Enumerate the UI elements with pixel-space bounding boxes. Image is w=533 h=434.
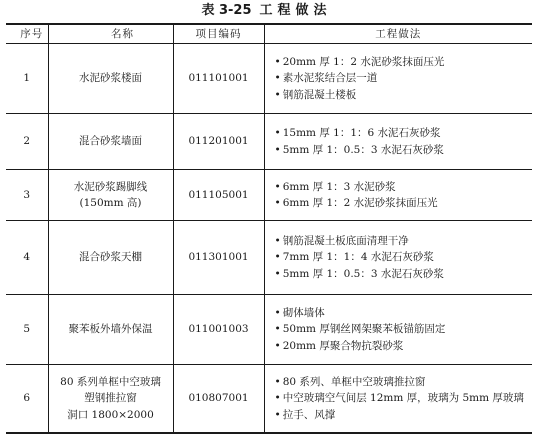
table-row [6, 365, 532, 434]
table-number: 表 3-25 [201, 3, 252, 18]
method-step: • 素水泥浆结合层一道 [275, 70, 529, 87]
row-index: 5 [6, 295, 48, 365]
row-name [48, 365, 173, 434]
row-method [264, 221, 532, 295]
row-name-line: 洞口 1800×2000 [67, 408, 154, 421]
row-code: 010807001 [173, 365, 264, 434]
row-code: 011201001 [173, 114, 264, 170]
method-step: • 20mm 厚 1：2 水泥砂浆抹面压光 [275, 54, 529, 71]
method-step: • 砌体墙体 [275, 305, 529, 322]
table-title: 工程做法 [259, 3, 332, 18]
method-step: • 50mm 厚钢丝网架聚苯板锚筋固定 [275, 321, 529, 338]
method-step: • 6mm 厚 1：2 水泥砂浆抹面压光 [275, 195, 529, 212]
table-row [6, 295, 532, 365]
row-code: 011101001 [173, 44, 264, 114]
method-step: • 钢筋混凝土板底面清理干净 [275, 233, 529, 250]
table-row [6, 114, 532, 170]
header-index: 序号 [6, 24, 48, 44]
row-name-line: 聚苯板外墙外保温 [68, 323, 153, 336]
method-step: • 7mm 厚 1：1：4 水泥石灰砂浆 [275, 249, 529, 266]
row-name-line: 水泥砂浆踢脚线 [73, 180, 148, 193]
row-index: 2 [6, 114, 48, 170]
row-method [264, 44, 532, 114]
row-name [48, 170, 173, 221]
row-name-line: 混合砂浆天棚 [79, 251, 142, 264]
method-step: • 20mm 厚聚合物抗裂砂浆 [275, 338, 529, 355]
row-name-line: 水泥砂浆楼面 [79, 72, 142, 85]
row-name [48, 44, 173, 114]
row-code: 011301001 [173, 221, 264, 295]
method-step: • 5mm 厚 1：0.5：3 水泥石灰砂浆 [275, 266, 529, 283]
row-method [264, 170, 532, 221]
header-method: 工程做法 [264, 24, 532, 44]
row-method [264, 114, 532, 170]
row-name-line: 塑钢推拉窗 [84, 392, 137, 405]
row-name-line: 混合砂浆墙面 [79, 135, 142, 148]
row-name-line: (150mm 高) [79, 197, 142, 209]
method-step: • 6mm 厚 1：3 水泥砂浆 [275, 179, 529, 196]
method-step: • 拉手、风撑 [275, 407, 529, 424]
header-name: 名称 [48, 24, 173, 44]
row-name [48, 114, 173, 170]
method-step: • 5mm 厚 1：0.5：3 水泥石灰砂浆 [275, 142, 529, 159]
row-code: 011001003 [173, 295, 264, 365]
row-name [48, 295, 173, 365]
method-step: • 钢筋混凝土楼板 [275, 87, 529, 104]
row-index: 4 [6, 221, 48, 295]
table-row [6, 44, 532, 114]
construction-methods-table [6, 23, 532, 434]
method-step: • 15mm 厚 1：1：6 水泥石灰砂浆 [275, 125, 529, 142]
row-index: 3 [6, 170, 48, 221]
method-step: • 中空玻璃空气间层 12mm 厚，玻璃为 5mm 厚玻璃 [275, 390, 529, 407]
table-header-row [6, 24, 532, 44]
method-step: • 80 系列、单框中空玻璃推拉窗 [275, 374, 529, 391]
table-row [6, 221, 532, 295]
row-name-line: 80 系列单框中空玻璃 [60, 375, 161, 388]
row-method [264, 365, 532, 434]
row-name [48, 221, 173, 295]
row-index: 6 [6, 365, 48, 434]
table-caption [0, 1, 533, 21]
row-index: 1 [6, 44, 48, 114]
row-code: 011105001 [173, 170, 264, 221]
header-code: 项目编码 [173, 24, 264, 44]
row-method [264, 295, 532, 365]
table-row [6, 170, 532, 221]
